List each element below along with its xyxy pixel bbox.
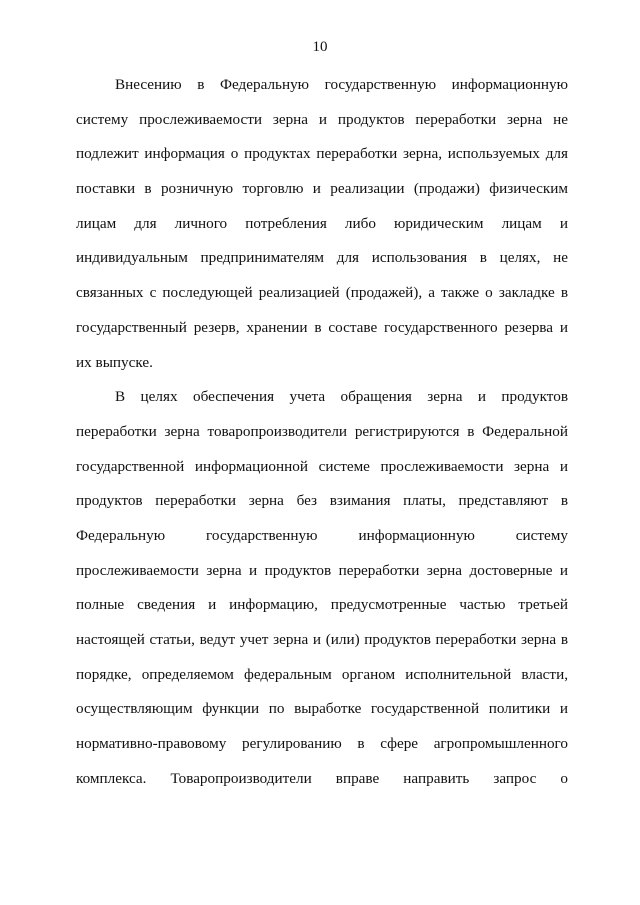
text-line: их выпуске. [76,353,153,371]
paragraph-2 [76,386,568,802]
text-line: связанных с последующей реализацией (продажей), а также о закладке в [76,284,568,302]
page-number: 10 [312,39,328,55]
text-line: настоящей статьи, ведут учет зерна и (или) продуктов переработки зерна в [76,631,568,648]
text-line: государственной информационной системе прослеживаемости зерна и [76,457,568,475]
text-line: продуктов переработки зерна без взимания платы, представляют в [76,492,568,510]
text-line: комплекса. Товаропроизводители вправе направить запрос о [76,769,568,787]
text-line: порядке, определяемом федеральным органом исполнительной власти, [76,665,568,683]
text-line: прослеживаемости зерна и продуктов переработки зерна достоверные и [76,561,568,579]
text-line: полные сведения и информацию, предусмотренные частью третьей [76,596,568,614]
text-line: систему прослеживаемости зерна и продуктов переработки зерна не [76,110,568,128]
text-line: поставки в розничную торговлю и реализации (продажи) физическим [76,180,568,198]
text-line: нормативно-правовому регулированию в сфере агропромышленного [76,735,568,753]
text-line: Федеральную государственную информационную систему [76,526,568,544]
text-line: В целях обеспечения учета обращения зерна и продуктов [115,388,568,406]
document-body [76,74,568,802]
text-line: подлежит информация о продуктах переработки зерна, используемых для [76,145,568,163]
text-line: лицам для личного потребления либо юридическим лицам и [76,214,568,232]
text-line: Внесению в Федеральную государственную информационную [115,76,568,93]
text-line: переработки зерна товаропроизводители регистрируются в Федеральной [76,422,568,440]
text-line: осуществляющим функции по выработке государственной политики и [76,700,568,718]
paragraph-1 [76,74,568,386]
text-line: индивидуальным предпринимателям для использования в целях, не [76,249,568,267]
text-line: государственный резерв, хранении в составе государственного резерва и [76,318,568,336]
